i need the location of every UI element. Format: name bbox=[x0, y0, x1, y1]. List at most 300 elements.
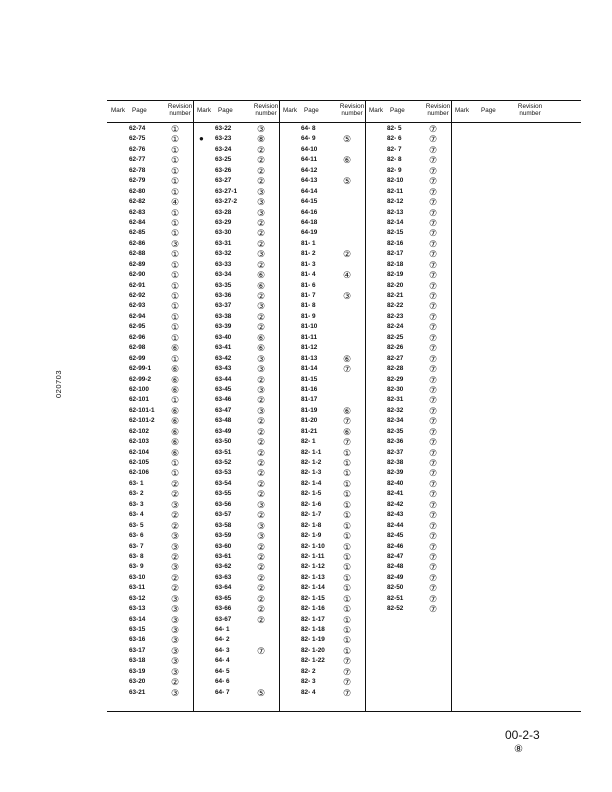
row-page: 82- 1-1 bbox=[301, 448, 322, 456]
row-page: 64-15 bbox=[301, 198, 318, 206]
row-page: 82- 1 bbox=[301, 438, 316, 446]
row-page: 64- 6 bbox=[215, 678, 230, 686]
table-row bbox=[365, 270, 451, 280]
table-row bbox=[107, 239, 193, 249]
table-row bbox=[365, 312, 451, 322]
table-row bbox=[279, 635, 365, 645]
row-page: 82-29 bbox=[387, 375, 404, 383]
row-revision: ③ bbox=[171, 238, 180, 249]
table-row bbox=[365, 562, 451, 572]
table-row bbox=[193, 416, 279, 426]
table-row bbox=[193, 615, 279, 625]
table-row bbox=[107, 197, 193, 207]
row-page: 63- 9 bbox=[129, 563, 144, 571]
table-row bbox=[279, 343, 365, 353]
table-row bbox=[279, 385, 365, 395]
row-page: 82-25 bbox=[387, 333, 404, 341]
row-page: 63-56 bbox=[215, 500, 232, 508]
table-column bbox=[451, 101, 581, 711]
row-page: 63-48 bbox=[215, 417, 232, 425]
row-revision: ① bbox=[343, 593, 352, 604]
table-row bbox=[107, 448, 193, 458]
row-page: 63- 2 bbox=[129, 490, 144, 498]
row-page: 62-89 bbox=[129, 260, 146, 268]
row-revision: ⑤ bbox=[343, 134, 352, 145]
row-page: 63-27-2 bbox=[215, 198, 238, 206]
row-page: 63- 1 bbox=[129, 479, 144, 487]
table-row bbox=[279, 354, 365, 364]
table-row bbox=[193, 364, 279, 374]
row-revision: ② bbox=[257, 426, 266, 437]
row-revision: ⑦ bbox=[429, 541, 438, 552]
revision-table bbox=[107, 100, 581, 712]
row-page: 81-21 bbox=[301, 427, 318, 435]
table-row bbox=[279, 615, 365, 625]
row-revision: ⑦ bbox=[429, 520, 438, 531]
row-revision: ⑦ bbox=[429, 322, 438, 333]
row-revision: ① bbox=[171, 124, 180, 134]
table-row bbox=[279, 395, 365, 405]
row-revision: ⑦ bbox=[429, 249, 438, 260]
row-revision: ⑦ bbox=[429, 186, 438, 197]
row-page: 82-40 bbox=[387, 479, 404, 487]
row-page: 82-42 bbox=[387, 500, 404, 508]
row-revision: ① bbox=[171, 144, 180, 155]
table-row bbox=[193, 521, 279, 531]
table-row bbox=[279, 249, 365, 259]
row-revision: ② bbox=[257, 458, 266, 468]
row-revision: ⑦ bbox=[429, 343, 438, 354]
table-row bbox=[279, 531, 365, 541]
row-page: 63-29 bbox=[215, 218, 232, 226]
row-page: 82-44 bbox=[387, 521, 404, 529]
row-revision: ⑦ bbox=[343, 677, 352, 688]
row-page: 82-14 bbox=[387, 218, 404, 226]
row-revision: ② bbox=[171, 572, 180, 583]
table-row bbox=[279, 479, 365, 489]
table-column bbox=[279, 101, 365, 711]
table-row bbox=[279, 468, 365, 478]
row-revision: ② bbox=[257, 416, 266, 427]
table-row bbox=[193, 124, 279, 134]
row-revision: ⑦ bbox=[429, 291, 438, 301]
row-revision: ① bbox=[171, 176, 180, 187]
page-number: 00-2-3 bbox=[505, 728, 540, 742]
row-revision: ③ bbox=[171, 635, 180, 646]
row-revision: ⑥ bbox=[343, 426, 352, 437]
row-revision: ⑦ bbox=[429, 531, 438, 542]
row-revision: ② bbox=[257, 155, 266, 166]
table-row bbox=[279, 604, 365, 614]
table-row bbox=[193, 468, 279, 478]
row-page: 81- 1 bbox=[301, 239, 316, 247]
row-page: 82-46 bbox=[387, 542, 404, 550]
table-column bbox=[107, 101, 193, 711]
row-revision: ⑦ bbox=[429, 593, 438, 604]
table-row bbox=[365, 281, 451, 291]
table-row bbox=[107, 531, 193, 541]
table-row bbox=[193, 375, 279, 385]
row-page: 62-95 bbox=[129, 323, 146, 331]
table-row bbox=[107, 228, 193, 238]
row-page: 63-15 bbox=[129, 626, 146, 633]
row-revision: ③ bbox=[257, 197, 266, 208]
table-row bbox=[279, 625, 365, 635]
table-row bbox=[365, 395, 451, 405]
header-revision: Revision number bbox=[167, 103, 193, 117]
table-row bbox=[365, 489, 451, 499]
row-page: 63-67 bbox=[215, 615, 232, 623]
row-page: 62-94 bbox=[129, 312, 146, 320]
row-page: 81- 2 bbox=[301, 250, 316, 258]
row-revision: ③ bbox=[257, 353, 266, 364]
row-page: 63-12 bbox=[129, 594, 146, 602]
table-row bbox=[279, 458, 365, 468]
row-page: 63-52 bbox=[215, 459, 232, 466]
table-row bbox=[107, 249, 193, 259]
table-row bbox=[107, 646, 193, 656]
header-page: Page bbox=[304, 107, 319, 114]
row-revision: ③ bbox=[171, 541, 180, 552]
row-revision: ③ bbox=[171, 656, 180, 667]
row-revision: ① bbox=[343, 468, 352, 479]
table-row bbox=[365, 134, 451, 144]
row-page: 82- 1-7 bbox=[301, 511, 322, 519]
table-row bbox=[193, 500, 279, 510]
table-row bbox=[107, 510, 193, 520]
row-revision: ⑦ bbox=[429, 374, 438, 385]
table-row bbox=[193, 542, 279, 552]
row-page: 64-11 bbox=[301, 156, 317, 164]
row-page: 62-104 bbox=[129, 448, 149, 456]
table-row bbox=[107, 479, 193, 489]
row-page: 63-25 bbox=[215, 156, 232, 164]
row-revision: ① bbox=[171, 353, 180, 364]
row-page: 82-27 bbox=[387, 354, 404, 362]
table-row bbox=[365, 573, 451, 583]
row-revision: ① bbox=[171, 155, 180, 166]
row-revision: ② bbox=[257, 311, 266, 322]
row-page: 62-101-2 bbox=[129, 417, 155, 425]
row-revision: ⑥ bbox=[171, 384, 180, 395]
table-row bbox=[279, 510, 365, 520]
row-revision: ⑥ bbox=[343, 353, 352, 364]
row-page: 82- 1-3 bbox=[301, 469, 322, 477]
row-revision: ① bbox=[343, 583, 352, 594]
row-page: 82- 7 bbox=[387, 145, 402, 153]
table-row bbox=[279, 656, 365, 666]
header-mark: Mark bbox=[111, 107, 125, 114]
table-row bbox=[279, 333, 365, 343]
table-row bbox=[279, 416, 365, 426]
table-row bbox=[279, 208, 365, 218]
table-row bbox=[107, 291, 193, 301]
row-page: 82- 1-6 bbox=[301, 500, 322, 508]
row-page: 62-93 bbox=[129, 302, 146, 310]
row-revision: ⑦ bbox=[429, 364, 438, 375]
row-page: 63-64 bbox=[215, 584, 232, 592]
row-revision: ④ bbox=[343, 270, 352, 281]
row-revision: ① bbox=[171, 395, 180, 406]
row-revision: ③ bbox=[171, 593, 180, 604]
row-revision: ① bbox=[343, 499, 352, 510]
table-row bbox=[365, 364, 451, 374]
row-page: 63- 8 bbox=[129, 552, 144, 560]
table-row bbox=[279, 677, 365, 687]
row-page: 63-11 bbox=[129, 584, 145, 592]
row-page: 62-103 bbox=[129, 438, 149, 446]
row-page: 82- 1-11 bbox=[301, 552, 325, 560]
row-page: 64- 2 bbox=[215, 636, 230, 644]
row-page: 81- 7 bbox=[301, 292, 316, 299]
row-revision: ① bbox=[343, 458, 352, 468]
row-page: 63-65 bbox=[215, 594, 232, 602]
table-row bbox=[193, 458, 279, 468]
table-row bbox=[107, 270, 193, 280]
row-revision: ⑥ bbox=[257, 270, 266, 281]
row-page: 82- 1-8 bbox=[301, 521, 322, 529]
header-mark: Mark bbox=[197, 107, 211, 114]
row-page: 63-59 bbox=[215, 532, 232, 540]
row-page: 63-40 bbox=[215, 333, 232, 341]
row-revision: ① bbox=[171, 186, 180, 197]
row-page: 63-58 bbox=[215, 521, 232, 529]
column-header bbox=[279, 101, 365, 123]
row-page: 82-13 bbox=[387, 208, 404, 216]
table-row bbox=[107, 176, 193, 186]
row-revision: ① bbox=[171, 301, 180, 312]
row-page: 82-41 bbox=[387, 490, 404, 498]
table-row bbox=[279, 124, 365, 134]
row-page: 63-30 bbox=[215, 229, 232, 237]
row-page: 81-10 bbox=[301, 323, 318, 331]
table-row bbox=[193, 656, 279, 666]
table-row bbox=[193, 573, 279, 583]
row-page: 82-45 bbox=[387, 532, 404, 540]
row-page: 62-100 bbox=[129, 385, 149, 393]
table-row bbox=[365, 301, 451, 311]
table-row bbox=[193, 625, 279, 635]
table-row bbox=[107, 301, 193, 311]
header-mark: Mark bbox=[369, 107, 383, 114]
row-revision: ② bbox=[343, 249, 352, 260]
row-page: 64- 7 bbox=[215, 688, 230, 696]
row-page: 63-17 bbox=[129, 646, 146, 654]
row-page: 63-60 bbox=[215, 542, 232, 550]
table-row bbox=[193, 281, 279, 291]
row-revision: ② bbox=[257, 291, 266, 301]
row-page: 64-19 bbox=[301, 229, 318, 237]
row-revision: ⑦ bbox=[429, 197, 438, 208]
table-row bbox=[193, 218, 279, 228]
row-page: 62-98 bbox=[129, 344, 146, 352]
table-row bbox=[107, 573, 193, 583]
row-revision: ⑦ bbox=[429, 426, 438, 437]
row-page: 64-18 bbox=[301, 218, 318, 226]
row-revision: ⑦ bbox=[429, 238, 438, 249]
row-page: 63-21 bbox=[129, 688, 146, 696]
row-revision: ⑦ bbox=[429, 311, 438, 322]
row-page: 63-42 bbox=[215, 354, 232, 362]
row-page: 63-49 bbox=[215, 427, 232, 435]
page-revision: ⑧ bbox=[514, 744, 523, 755]
row-revision: ② bbox=[171, 520, 180, 531]
table-row bbox=[193, 510, 279, 520]
row-page: 82-28 bbox=[387, 365, 404, 373]
column-header bbox=[193, 101, 279, 123]
row-page: 64-12 bbox=[301, 166, 318, 174]
row-page: 82-39 bbox=[387, 469, 404, 477]
row-page: 64- 1 bbox=[215, 626, 230, 633]
table-row bbox=[365, 208, 451, 218]
table-row bbox=[365, 500, 451, 510]
row-revision: ① bbox=[343, 645, 352, 656]
table-row bbox=[107, 281, 193, 291]
row-page: 63-27 bbox=[215, 177, 232, 185]
table-row bbox=[279, 322, 365, 332]
row-revision: ③ bbox=[171, 531, 180, 542]
row-page: 63-55 bbox=[215, 490, 232, 498]
table-row bbox=[107, 208, 193, 218]
table-row bbox=[107, 427, 193, 437]
row-revision: ⑦ bbox=[429, 207, 438, 218]
row-page: 63-45 bbox=[215, 385, 232, 393]
column-rows bbox=[193, 124, 279, 698]
table-row bbox=[193, 594, 279, 604]
row-page: 63-38 bbox=[215, 312, 232, 320]
row-page: 62-77 bbox=[129, 156, 146, 164]
row-revision: ② bbox=[257, 489, 266, 500]
table-row bbox=[193, 134, 279, 144]
row-revision: ⑦ bbox=[429, 353, 438, 364]
table-row bbox=[193, 646, 279, 656]
row-page: 82- 1-19 bbox=[301, 636, 325, 644]
row-page: 64-10 bbox=[301, 145, 318, 153]
row-revision: ⑦ bbox=[429, 562, 438, 573]
table-row bbox=[365, 291, 451, 301]
row-revision: ③ bbox=[343, 291, 352, 301]
row-page: 82-48 bbox=[387, 563, 404, 571]
table-row bbox=[193, 583, 279, 593]
table-row bbox=[193, 312, 279, 322]
row-page: 63- 5 bbox=[129, 521, 144, 529]
row-page: 82-51 bbox=[387, 594, 404, 602]
header-revision: Revision number bbox=[253, 103, 279, 117]
row-revision: ① bbox=[171, 458, 180, 468]
row-page: 81-16 bbox=[301, 385, 318, 393]
row-page: 63-62 bbox=[215, 563, 232, 571]
table-row bbox=[193, 635, 279, 645]
row-page: 63-24 bbox=[215, 145, 232, 153]
row-revision: ③ bbox=[171, 604, 180, 615]
row-revision: ⑦ bbox=[429, 395, 438, 406]
row-page: 63-57 bbox=[215, 511, 232, 519]
table-row bbox=[365, 197, 451, 207]
table-row bbox=[279, 562, 365, 572]
row-revision: ③ bbox=[171, 645, 180, 656]
row-revision: ② bbox=[257, 165, 266, 176]
row-page: 62-83 bbox=[129, 208, 146, 216]
row-revision: ⑦ bbox=[429, 583, 438, 594]
row-page: 63- 6 bbox=[129, 532, 144, 540]
row-revision: ⑦ bbox=[343, 687, 352, 698]
table-row bbox=[279, 448, 365, 458]
table-row bbox=[365, 437, 451, 447]
row-page: 82- 6 bbox=[387, 135, 402, 143]
table-row bbox=[193, 677, 279, 687]
row-page: 64- 3 bbox=[215, 646, 230, 654]
row-page: 63-37 bbox=[215, 302, 232, 310]
table-row bbox=[193, 145, 279, 155]
table-row bbox=[365, 218, 451, 228]
row-revision: ② bbox=[257, 541, 266, 552]
row-revision: ⑦ bbox=[429, 165, 438, 176]
row-page: 63-13 bbox=[129, 605, 146, 613]
table-row bbox=[279, 187, 365, 197]
row-page: 63-41 bbox=[215, 344, 232, 352]
row-page: 82- 1-17 bbox=[301, 615, 325, 623]
table-row bbox=[107, 521, 193, 531]
table-row bbox=[365, 531, 451, 541]
row-revision: ⑦ bbox=[343, 666, 352, 677]
row-page: 62-82 bbox=[129, 198, 146, 206]
row-revision: ② bbox=[257, 437, 266, 448]
table-row bbox=[107, 343, 193, 353]
row-revision: ⑦ bbox=[429, 259, 438, 270]
row-revision: ① bbox=[343, 625, 352, 635]
row-revision: ② bbox=[257, 217, 266, 228]
table-row bbox=[279, 573, 365, 583]
row-page: 82- 1-18 bbox=[301, 626, 325, 633]
row-revision: ② bbox=[257, 259, 266, 270]
table-row bbox=[107, 155, 193, 165]
column-header bbox=[365, 101, 451, 123]
table-row bbox=[107, 260, 193, 270]
row-revision: ③ bbox=[257, 301, 266, 312]
table-row bbox=[365, 594, 451, 604]
table-row bbox=[107, 489, 193, 499]
row-revision: ③ bbox=[171, 499, 180, 510]
row-page: 82-43 bbox=[387, 511, 404, 519]
row-revision: ⑦ bbox=[429, 604, 438, 615]
row-page: 81-20 bbox=[301, 417, 318, 425]
row-revision: ⑦ bbox=[429, 572, 438, 583]
table-row bbox=[193, 322, 279, 332]
row-page: 62-99-1 bbox=[129, 365, 152, 373]
table-row bbox=[107, 604, 193, 614]
table-row bbox=[193, 291, 279, 301]
table-row bbox=[279, 552, 365, 562]
table-row bbox=[279, 291, 365, 301]
row-revision: ⑦ bbox=[429, 332, 438, 343]
row-revision: ⑦ bbox=[429, 551, 438, 562]
row-revision: ① bbox=[343, 478, 352, 489]
table-row bbox=[193, 176, 279, 186]
row-page: 64- 8 bbox=[301, 125, 316, 132]
table-row bbox=[279, 155, 365, 165]
header-page: Page bbox=[481, 107, 496, 114]
row-page: 63- 3 bbox=[129, 500, 144, 508]
row-page: 62-91 bbox=[129, 281, 146, 289]
header-page: Page bbox=[218, 107, 233, 114]
table-row bbox=[279, 176, 365, 186]
row-page: 82-49 bbox=[387, 573, 404, 581]
row-revision: ② bbox=[257, 395, 266, 406]
table-row bbox=[365, 187, 451, 197]
row-revision: ⑥ bbox=[171, 416, 180, 427]
row-page: 62-80 bbox=[129, 187, 146, 195]
row-revision: ② bbox=[257, 551, 266, 562]
